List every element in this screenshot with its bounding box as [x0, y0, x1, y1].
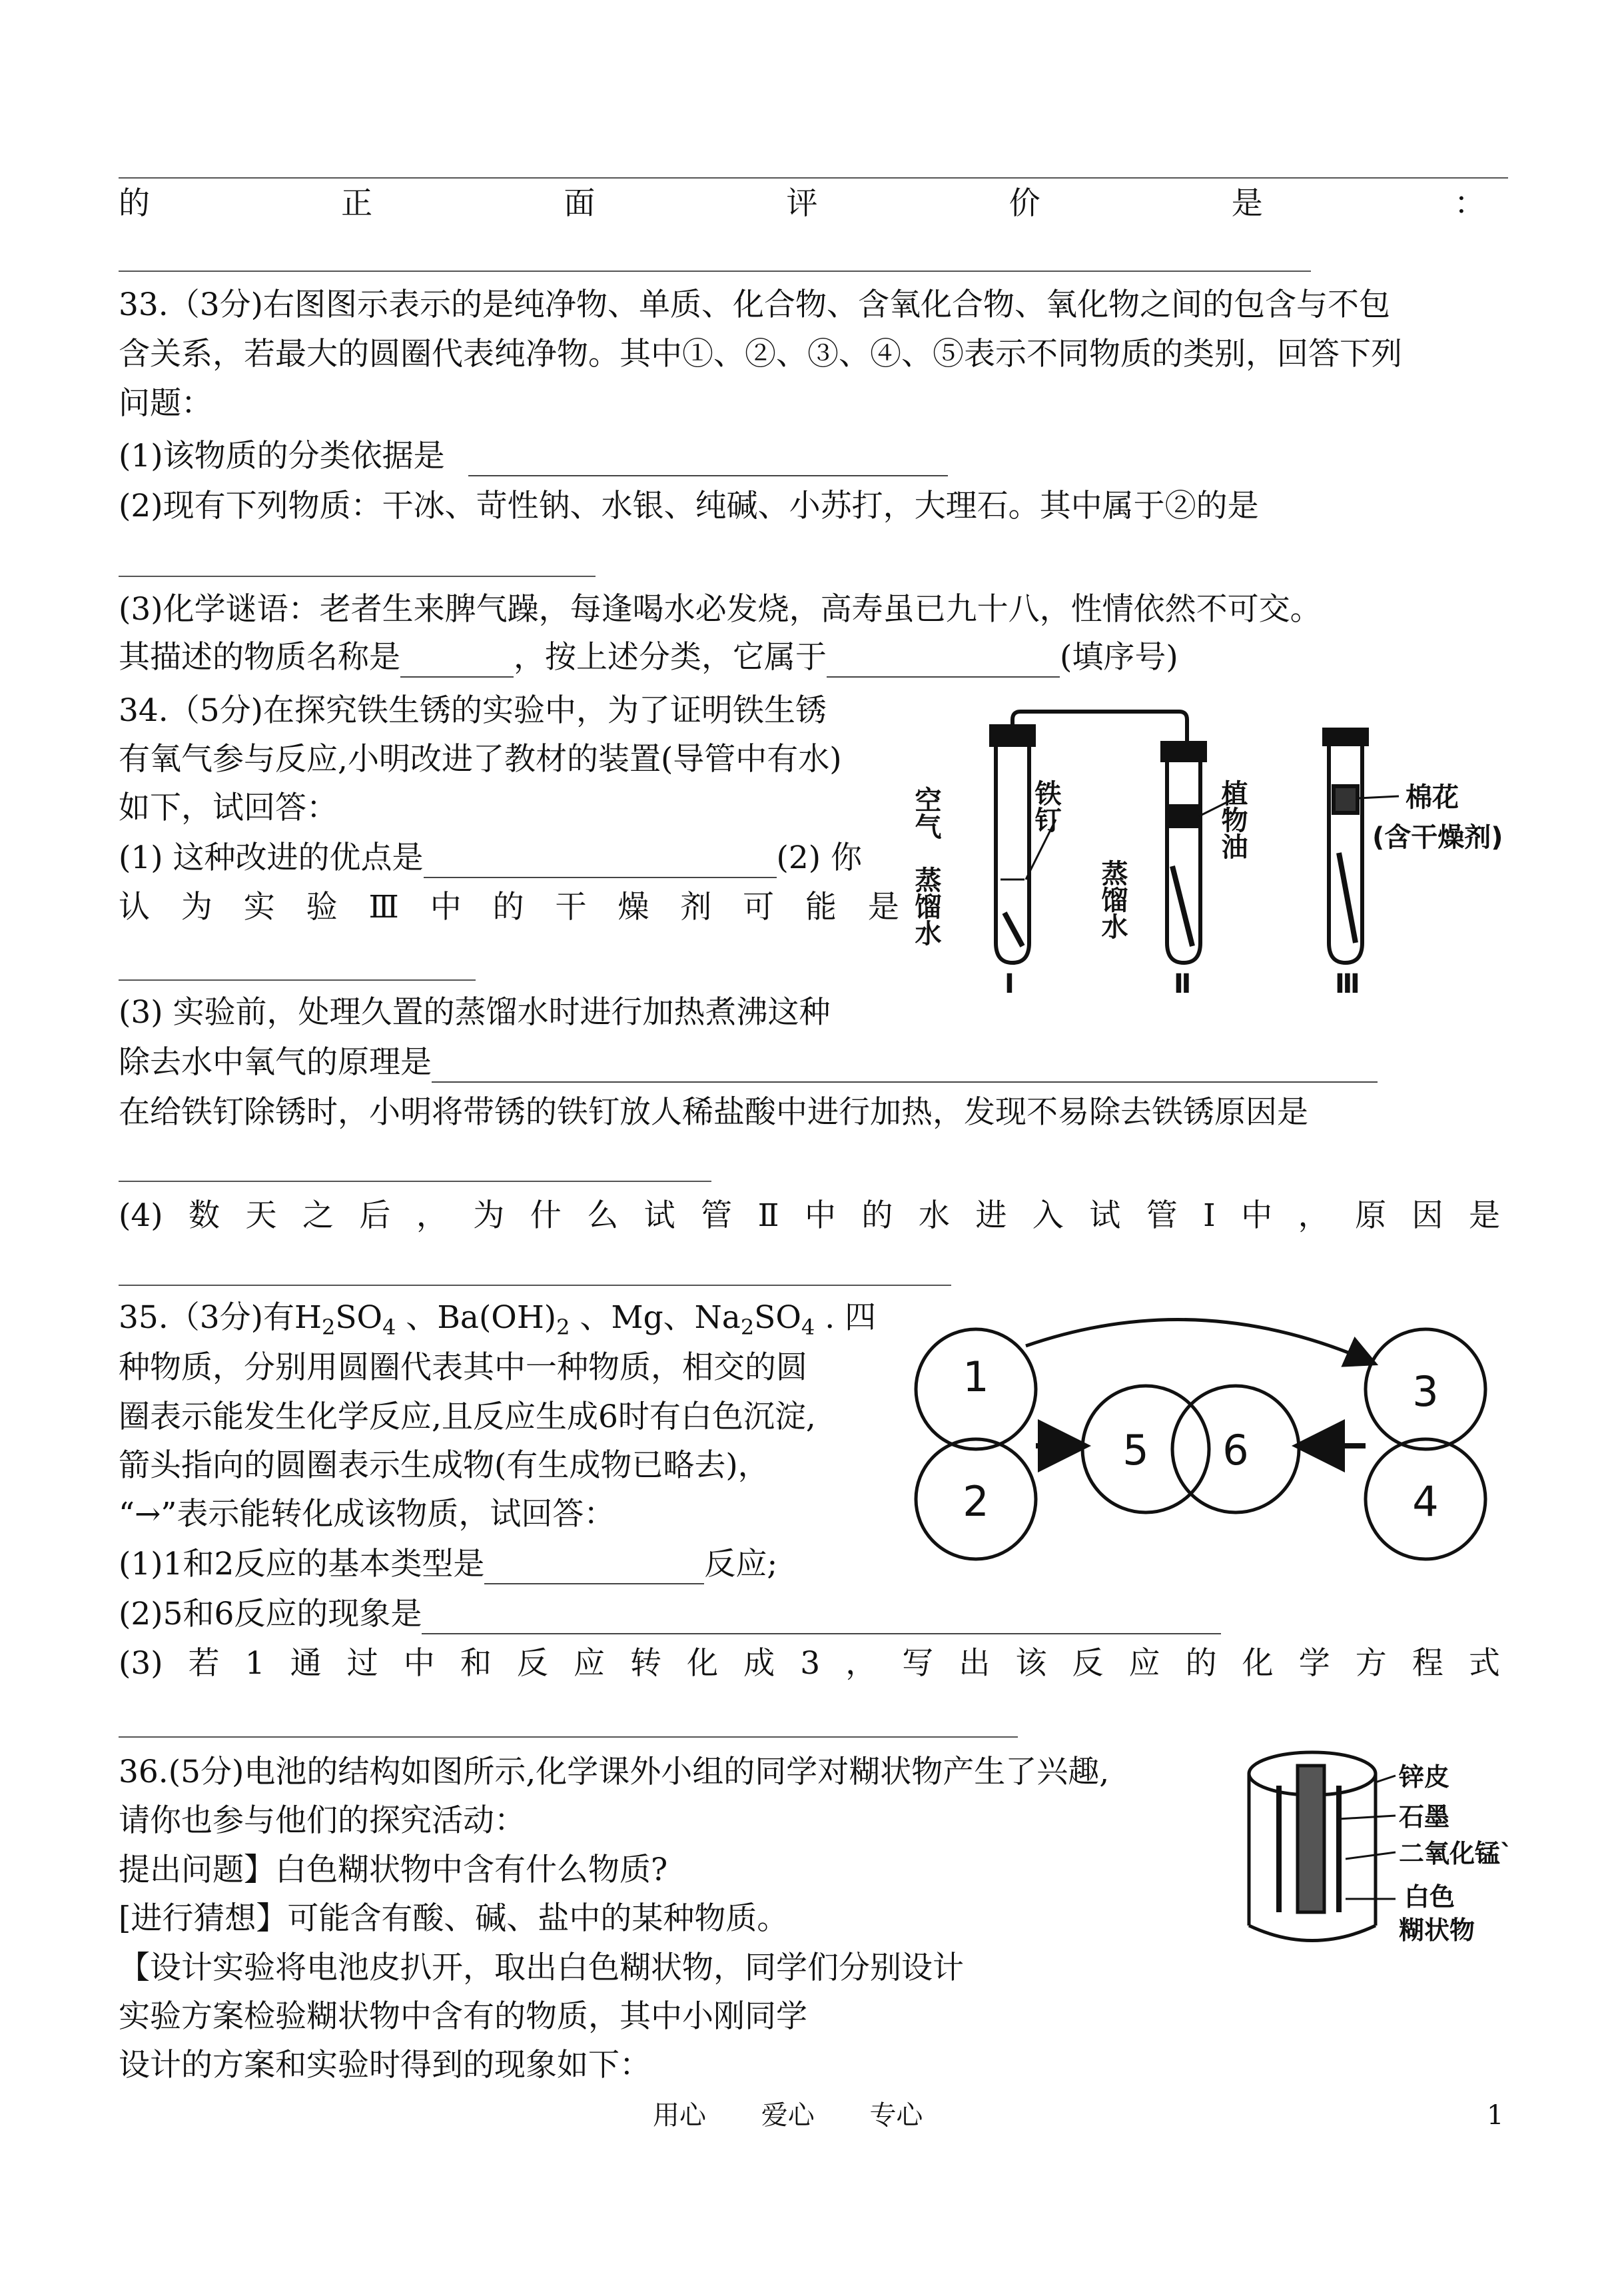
q34-part3b [119, 1043, 1378, 1083]
text: 管 [1146, 1197, 1178, 1234]
text: 1 [244, 1645, 265, 1682]
q36-line1: 36.(5分)电池的结构如图所示,化学课外小组的同学对糊状物产生了兴趣, [119, 1754, 1110, 1790]
text: H [294, 1299, 322, 1336]
test-tube-3 [1329, 743, 1362, 963]
answer-blank[interactable] [422, 1601, 1221, 1634]
text: ： [1453, 185, 1485, 222]
text: ， [1298, 1197, 1330, 1234]
answer-blank[interactable] [468, 443, 948, 476]
q35-part2 [119, 1594, 1221, 1634]
footer-text: 用心 [653, 2100, 706, 2131]
test-tube-2 [1167, 760, 1200, 963]
label-air: 空气 [911, 786, 941, 840]
subscript: 4 [382, 1315, 396, 1340]
label-oil: 植物油 [1217, 780, 1248, 860]
text: 试 [1089, 1197, 1121, 1234]
text: Ⅰ [1203, 1197, 1216, 1234]
text: 转 [630, 1645, 662, 1682]
text: ， [845, 1645, 877, 1682]
answer-blank[interactable] [424, 845, 777, 878]
text: 正 [341, 185, 373, 222]
label-mno2: 二氧化锰` [1399, 1839, 1513, 1868]
text: 出 [959, 1645, 991, 1682]
label-desiccant: (含干燥剂) [1372, 822, 1503, 853]
answer-blank[interactable] [827, 644, 1060, 678]
label-nail: 铁钉 [1030, 780, 1061, 833]
page-number: 1 [1487, 2100, 1504, 2131]
text: SO [335, 1299, 383, 1336]
text: 评 [786, 185, 818, 222]
text: 数 [189, 1197, 220, 1234]
subscript: 4 [801, 1315, 815, 1340]
text: 3 [800, 1645, 821, 1682]
text: 方 [1355, 1645, 1387, 1682]
answer-line [119, 979, 476, 981]
text: 水 [918, 1197, 950, 1234]
answer-line [119, 271, 1311, 272]
text: 燥 [617, 889, 649, 925]
reaction-circles-figure [906, 1313, 1505, 1579]
text: 反 [1072, 1645, 1104, 1682]
text: SO [754, 1299, 801, 1336]
text: 干 [555, 889, 587, 925]
q35-part1 [119, 1544, 777, 1584]
q33-line2: 含关系，若最大的圆圈代表纯净物。其中①、②、③、④、⑤表示不同物质的类别，回答下列 [119, 336, 1402, 372]
text: (填序号) [1060, 639, 1178, 676]
text: (1) 这种改进的优点是 [119, 840, 424, 876]
label-2: 2 [963, 1477, 989, 1526]
q33-part3: (3)化学谜语：老者生来脾气躁，每逢喝水必发烧，高寿虽已九十八，性情依然不可交。 [119, 591, 1322, 628]
text: 成 [743, 1645, 775, 1682]
text: 认 [119, 889, 150, 925]
q36-line6: 实验方案检验糊状物中含有的物质，其中小刚同学 [119, 1998, 807, 2035]
q36-line3: 提出问题】白色糊状物中含有什么物质? [119, 1852, 668, 1888]
text: 的 [861, 1197, 893, 1234]
text: 实 [243, 889, 275, 925]
text: 为 [181, 889, 212, 925]
top-line [119, 184, 1485, 224]
text: 应 [1128, 1645, 1160, 1682]
text: Ⅲ [368, 889, 399, 925]
text: 之 [302, 1197, 334, 1234]
q34-part2 [119, 887, 899, 927]
text: 为 [473, 1197, 505, 1234]
text: 天 [245, 1197, 277, 1234]
q36-line2: 请你也参与他们的探究活动： [119, 1802, 526, 1839]
text: 反 [516, 1645, 548, 1682]
label-3: 3 [1412, 1367, 1439, 1416]
text: 的 [119, 185, 150, 222]
footer [653, 2095, 923, 2135]
q35-line3: 圈表示能发生化学反应,且反应生成6时有白色沉淀, [119, 1399, 816, 1435]
oil-layer [1171, 806, 1198, 826]
arrow-1-to-3 [1026, 1319, 1372, 1363]
text: 的 [1185, 1645, 1217, 1682]
q35-line5: “→”表示能转化成该物质，试回答： [119, 1496, 615, 1532]
q34-line2: 有氧气参与反应,小明改进了教材的装置(导管中有水) [119, 741, 842, 778]
text: 学 [1298, 1645, 1330, 1682]
answer-blank[interactable] [484, 1551, 704, 1584]
q34-line1: 34.（5分)在探究铁生锈的实验中，为了证明铁生锈 [119, 692, 827, 729]
text: 原 [1355, 1197, 1387, 1234]
q33-line3: 问题： [119, 385, 212, 422]
q34-part3: (3) 实验前，处理久置的蒸馏水时进行加热煮沸这种 [119, 994, 831, 1031]
label-6: 6 [1222, 1426, 1249, 1474]
label-tube-1: Ⅰ [1005, 969, 1014, 999]
text: 程 [1412, 1645, 1443, 1682]
text: 剂 [680, 889, 712, 925]
stopper-1 [991, 726, 1034, 745]
text: Ⅱ [757, 1197, 779, 1234]
answer-blank[interactable] [400, 644, 514, 678]
text: 和 [460, 1645, 492, 1682]
text: ， [416, 1197, 448, 1234]
footer-text: 专心 [869, 2100, 923, 2131]
text: 可 [743, 889, 775, 925]
text: 管 [701, 1197, 733, 1234]
text: ，按上述分类，它属于 [514, 639, 827, 676]
top-rule [119, 177, 1508, 179]
q34-part4 [119, 1196, 1500, 1236]
label-tube-2: Ⅱ [1174, 969, 1192, 999]
q33-line1: 33.（3分)右图图示表示的是纯净物、单质、化合物、含氧化合物、氧化物之间的包含与不包 [119, 287, 1390, 323]
nail-2 [1172, 866, 1192, 946]
subscript: 2 [740, 1315, 755, 1340]
answer-blank[interactable] [432, 1049, 1378, 1083]
answer-line [119, 576, 596, 577]
subscript: 2 [322, 1315, 336, 1340]
text: (2)5和6反应的现象是 [119, 1596, 422, 1632]
text: 中 [1241, 1197, 1273, 1234]
label-zinc: 锌皮 [1399, 1762, 1450, 1792]
text: 反应; [704, 1546, 778, 1582]
text: 除去水中氧气的原理是 [119, 1044, 432, 1081]
text: 进 [975, 1197, 1007, 1234]
q36-line7: 设计的方案和实验时得到的现象如下： [119, 2047, 651, 2083]
nail-3 [1339, 853, 1356, 943]
answer-line [119, 1736, 1018, 1738]
text: . 四 [815, 1299, 877, 1336]
text: 式 [1468, 1645, 1500, 1682]
subscript: 2 [556, 1315, 570, 1340]
q34-part3c: 在给铁钉除锈时，小明将带锈的铁钉放人稀盐酸中进行加热，发现不易除去铁锈原因是 [119, 1094, 1308, 1131]
text: 是 [1231, 185, 1263, 222]
text: (1)该物质的分类依据是 [119, 438, 445, 474]
text: 的 [492, 889, 524, 925]
text: (2) 你 [776, 840, 863, 876]
iron-rust-apparatus-figure [911, 706, 1503, 999]
text: (4) [119, 1197, 163, 1234]
q33-part1 [119, 436, 948, 476]
text: 化 [1242, 1645, 1274, 1682]
text: (3) [119, 1645, 163, 1682]
answer-line [119, 1285, 951, 1286]
battery-structure-figure [1239, 1746, 1513, 1959]
text: 验 [306, 889, 338, 925]
q35-line4: 箭头指向的圆圈表示生成物(有生成物已略去)， [119, 1447, 769, 1484]
stopper-3 [1324, 730, 1367, 744]
q34-part1 [119, 838, 862, 878]
q35-line1 [119, 1298, 876, 1347]
text: 中 [403, 1645, 435, 1682]
text: 么 [587, 1197, 619, 1234]
text: 过 [346, 1645, 378, 1682]
cotton-plug [1334, 786, 1358, 813]
text: 35.（3分)有 [119, 1299, 294, 1336]
label-cotton: 棉花 [1406, 782, 1459, 813]
label-water-2: 蒸馏水 [1097, 860, 1128, 939]
q36-line5: 【设计实验将电池皮扒开，取出白色糊状物，同学们分别设计 [119, 1950, 964, 1986]
label-graphite: 石墨 [1399, 1802, 1450, 1832]
text: 什 [530, 1197, 562, 1234]
q36-line4: [进行猜想】可能含有酸、碱、盐中的某种物质。 [119, 1900, 789, 1937]
label-water-1: 蒸馏水 [911, 866, 941, 946]
nail-1 [1005, 913, 1022, 946]
graphite-rod [1298, 1766, 1324, 1912]
text: 是 [867, 889, 899, 925]
text: 面 [564, 185, 596, 222]
label-paste-2: 糊状物 [1399, 1916, 1475, 1945]
text: 应 [573, 1645, 605, 1682]
text: 中 [804, 1197, 836, 1234]
label-5: 5 [1122, 1426, 1149, 1474]
label-tube-3: Ⅲ [1335, 969, 1360, 999]
q33-part3b [119, 638, 1178, 678]
q33-part2: (2)现有下列物质：干冰、苛性钠、水银、纯碱、小苏打，大理石。其中属于②的是 [119, 488, 1259, 524]
text: 该 [1015, 1645, 1047, 1682]
label-4: 4 [1412, 1477, 1439, 1526]
q35-line2: 种物质，分别用圆圈代表其中一种物质，相交的圆 [119, 1349, 807, 1386]
text: 价 [1009, 185, 1040, 222]
text: 化 [687, 1645, 719, 1682]
text: 写 [902, 1645, 934, 1682]
text: 入 [1032, 1197, 1064, 1234]
text: 其描述的物质名称是 [119, 639, 400, 676]
answer-line [119, 1181, 711, 1182]
stopper-2 [1162, 743, 1205, 760]
text: 因 [1412, 1197, 1443, 1234]
battery-bottom [1249, 1926, 1376, 1941]
footer-text: 爱心 [761, 2100, 815, 2131]
label-paste-1: 白色 [1404, 1882, 1455, 1912]
text: 通 [290, 1645, 322, 1682]
text: 后 [359, 1197, 391, 1234]
q34-line3: 如下，试回答： [119, 790, 338, 826]
text: 、Ba(OH) [396, 1299, 557, 1336]
text: 、Mg、Na [570, 1299, 741, 1336]
text: 若 [188, 1645, 220, 1682]
label-1: 1 [963, 1353, 989, 1401]
q35-part3 [119, 1644, 1500, 1684]
text: 是 [1468, 1197, 1500, 1234]
text: 中 [430, 889, 462, 925]
text: (1)1和2反应的基本类型是 [119, 1546, 485, 1582]
text: 能 [805, 889, 837, 925]
text: 试 [643, 1197, 675, 1234]
